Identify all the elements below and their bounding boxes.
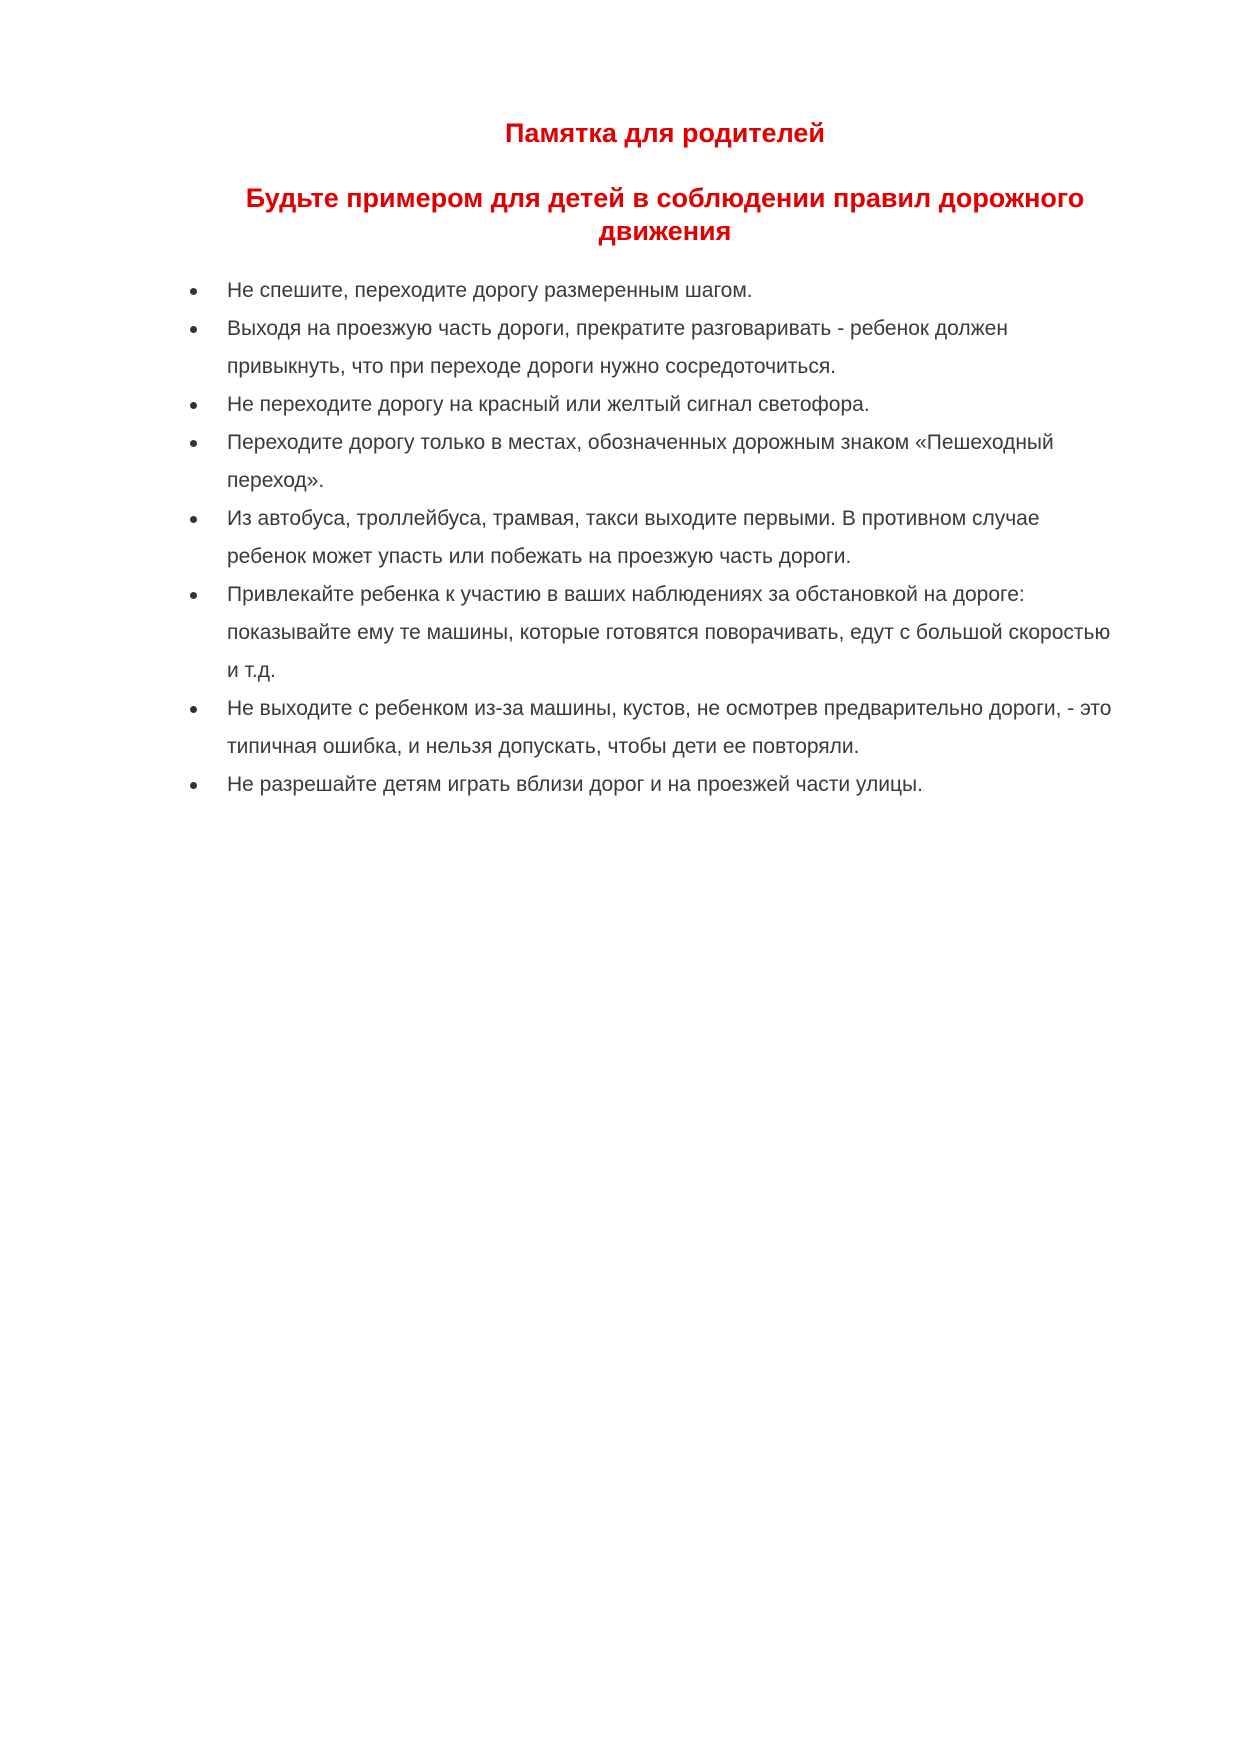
rules-list: [184, 272, 1124, 804]
rule-text: Привлекайте ребенка к участию в ваших наблюдениях за обстановкой на дороге: показывайте ему те машины, которые готовятся поворачивать, едут с большой скоростью и т.д.: [227, 583, 1111, 682]
document-subtitle: Будьте примером для детей в соблюдении правил дорожного движения: [245, 183, 1085, 246]
document-title: Памятка для родителей: [505, 118, 825, 148]
list-item: [184, 500, 1124, 576]
bullet-icon: [190, 782, 197, 789]
rule-text: Из автобуса, троллейбуса, трамвая, такси выходите первыми. В противном случае ребенок может упасть или побежать на проезжую часть дороги.: [227, 507, 1040, 568]
rule-text: Переходите дорогу только в местах, обозначенных дорожным знаком «Пешеходный переход».: [227, 431, 1054, 492]
list-item: [184, 386, 1124, 424]
bullet-icon: [190, 706, 197, 713]
rule-text: Не выходите с ребенком из-за машины, кустов, не осмотрев предварительно дороги, - это типичная ошибка, и нельзя допускать, чтобы дети ее повторяли.: [227, 697, 1112, 758]
bullet-icon: [190, 326, 197, 333]
rule-text: Не переходите дорогу на красный или желтый сигнал светофора.: [227, 393, 870, 416]
bullet-icon: [190, 402, 197, 409]
bullet-icon: [190, 440, 197, 447]
list-item: [184, 766, 1124, 804]
list-item: [184, 576, 1124, 690]
list-item: [184, 272, 1124, 310]
list-item: [184, 310, 1124, 386]
list-item: [184, 424, 1124, 500]
rule-text: Не спешите, переходите дорогу размеренным шагом.: [227, 279, 753, 302]
rule-text: Не разрешайте детям играть вблизи дорог и на проезжей части улицы.: [227, 773, 923, 796]
list-item: [184, 690, 1124, 766]
bullet-icon: [190, 516, 197, 523]
rule-text: Выходя на проезжую часть дороги, прекратите разговаривать - ребенок должен привыкнуть, что при переходе дороги нужно сосредоточиться.: [227, 317, 1008, 378]
bullet-icon: [190, 592, 197, 599]
bullet-icon: [190, 288, 197, 295]
